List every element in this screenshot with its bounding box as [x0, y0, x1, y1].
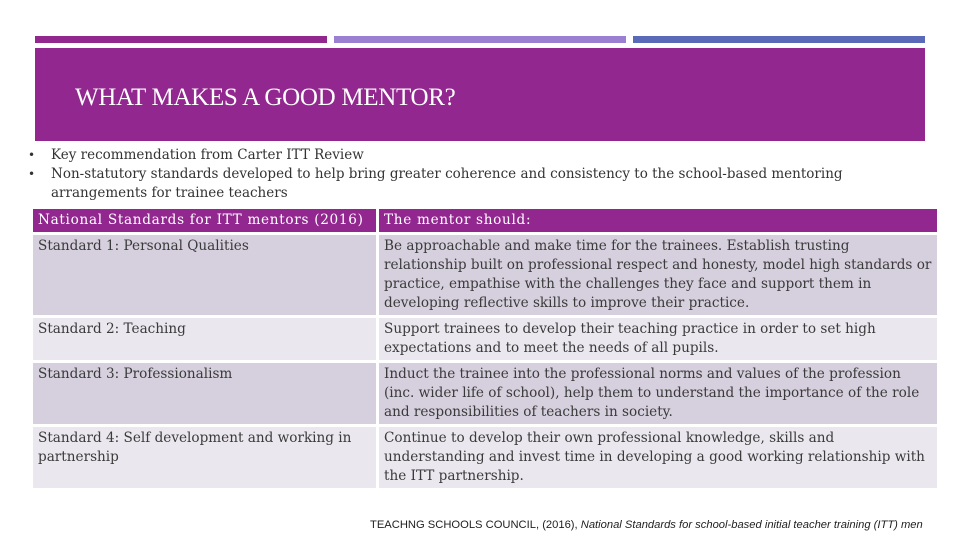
table-row	[33, 363, 937, 424]
bullet-list	[28, 146, 908, 203]
description-cell: Support trainees to develop their teaching practice in order to set high expectations and to meet the needs of all pupils.	[379, 318, 937, 360]
standards-table	[30, 206, 940, 491]
slide-title: WHAT MAKES A GOOD MENTOR?	[75, 84, 456, 111]
table-row	[33, 318, 937, 360]
description-cell: Be approachable and make time for the trainees. Establish trusting relationship built on professional respect and honesty, model high standards or practice, empathise with the challenges they face and support them in developing reflective skills to improve their practice.	[379, 235, 937, 315]
table-row	[33, 427, 937, 488]
citation-title: National Standards for school-based initial teacher training (ITT) men	[580, 519, 923, 531]
citation	[370, 519, 923, 531]
accent-stripe-blue	[633, 36, 925, 43]
standard-cell: Standard 3: Professionalism	[33, 363, 376, 424]
accent-stripe-lavender	[334, 36, 626, 43]
header-standards: National Standards for ITT mentors (2016)	[33, 209, 376, 232]
citation-prefix: TEACHNG SCHOOLS COUNCIL, (2016),	[370, 519, 581, 531]
bullet-item: • Non-statutory standards developed to help bring greater coherence and consistency to the school-based mentoring arrangements for trainee teachers	[28, 165, 908, 203]
standard-cell: Standard 2: Teaching	[33, 318, 376, 360]
title-banner	[35, 48, 925, 141]
accent-stripe-purple	[35, 36, 327, 43]
table-header-row	[33, 209, 937, 232]
description-cell: Continue to develop their own professional knowledge, skills and understanding and invest time in developing a good working relationship with the ITT partnership.	[379, 427, 937, 488]
table-row	[33, 235, 937, 315]
bullet-item: • Key recommendation from Carter ITT Review	[28, 146, 908, 165]
description-cell: Induct the trainee into the professional norms and values of the profession (inc. wider life of school), help them to understand the importance of the role and responsibilities of teachers in society.	[379, 363, 937, 424]
header-mentor-should: The mentor should:	[379, 209, 937, 232]
standard-cell: Standard 4: Self development and working in partnership	[33, 427, 376, 488]
standard-cell: Standard 1: Personal Qualities	[33, 235, 376, 315]
